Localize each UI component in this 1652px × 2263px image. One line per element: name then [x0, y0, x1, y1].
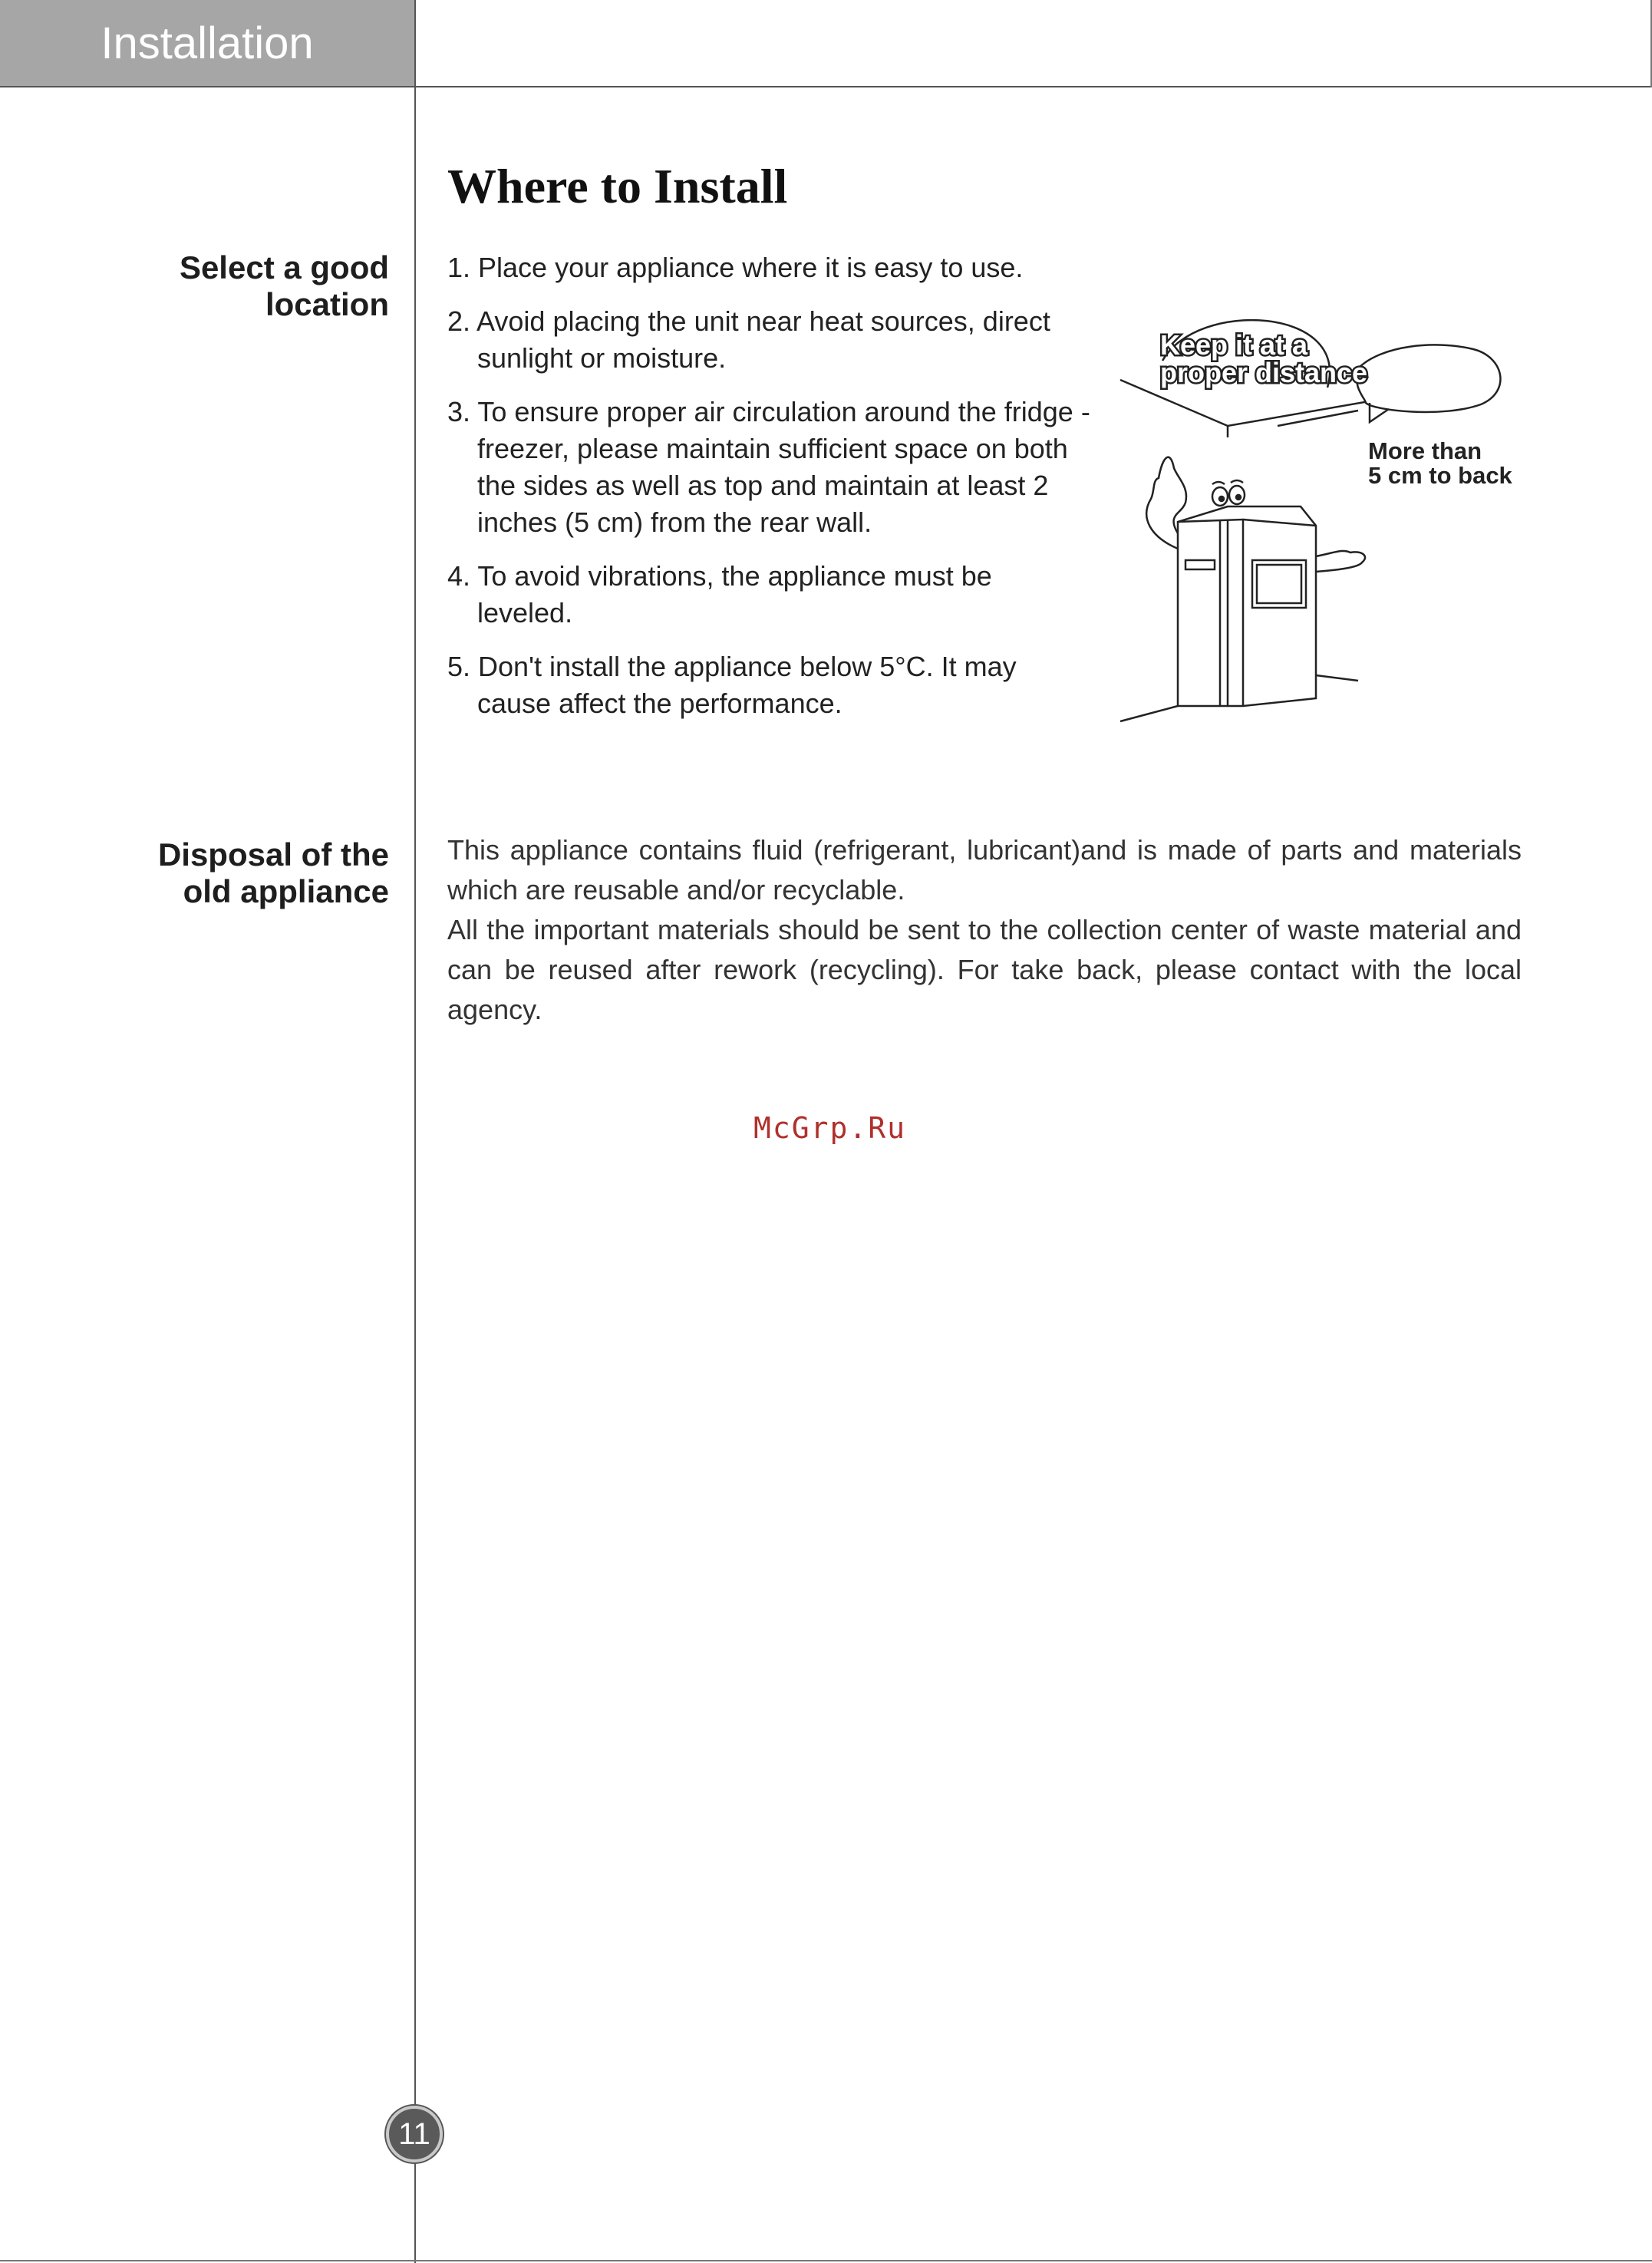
- location-heading: Select a good location: [179, 249, 389, 322]
- header-rule: [0, 86, 1652, 87]
- footer-rule: [0, 2260, 1652, 2261]
- disposal-heading: Disposal of the old appliance: [157, 836, 389, 909]
- callout-back-line1: More than: [1368, 437, 1482, 464]
- callout-back-line2: 5 cm to back: [1368, 462, 1512, 489]
- section-tab: [0, 0, 414, 86]
- step-item: 3. To ensure proper air circulation around the fridge -freezer, please maintain sufficient space on both the sides as well as top and maintain at least 2 inches (5 cm) from the rear wall.: [447, 396, 1090, 538]
- watermark-text: McGrp.Ru: [753, 1111, 907, 1145]
- step-item: 1. Place your appliance where it is easy to use.: [447, 252, 1024, 283]
- disposal-paragraph: All the important materials should be sent to the collection center of waste material and can be reused after rework (recycling). For take back, please contact with the local agency.: [447, 914, 1522, 1025]
- page-number-badge: [386, 2106, 443, 2162]
- disposal-paragraph: This appliance contains fluid (refrigerant, lubricant)and is made of parts and materials which are reusable and/or recyclable.: [447, 834, 1522, 906]
- step-item: 4. To avoid vibrations, the appliance must be leveled.: [447, 560, 992, 628]
- disposal-text: [447, 830, 1522, 1030]
- step-item: 5. Don't install the appliance below 5°C. It may cause affect the performance.: [447, 651, 1017, 719]
- pointing-hand: [1316, 551, 1365, 572]
- step-item: 2. Avoid placing the unit near heat sources, direct sunlight or moisture.: [447, 305, 1050, 374]
- back-callout-bubble: [1357, 345, 1501, 412]
- install-steps: [447, 249, 1092, 739]
- fridge-illustration: [1105, 303, 1535, 733]
- fridge-body: [1178, 506, 1316, 706]
- page-title: Where to Install: [447, 159, 788, 213]
- callout-top-line1: Keep it at a: [1160, 329, 1308, 361]
- page-number: 11: [398, 2116, 430, 2151]
- margin-divider: [414, 0, 416, 2263]
- callout-top-line2: proper distance: [1160, 357, 1368, 388]
- section-label: Installation: [101, 18, 314, 68]
